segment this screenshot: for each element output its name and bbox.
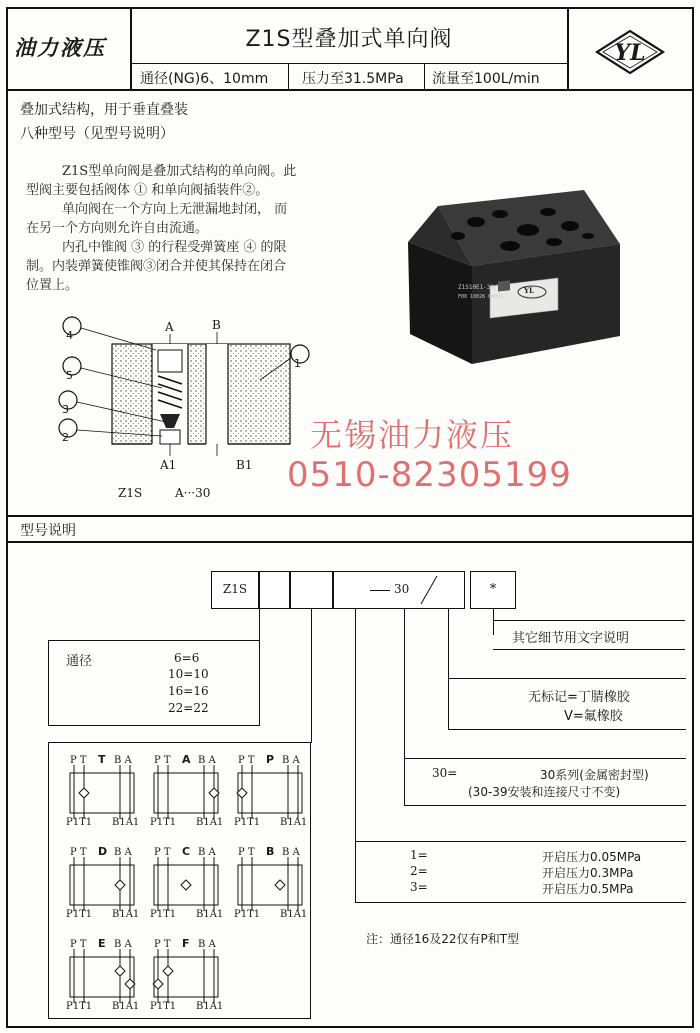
pressure-key-0: 1= <box>410 848 428 862</box>
symbol-C-br: B1A1 <box>196 909 224 920</box>
symbol-B-br: B1A1 <box>280 909 308 920</box>
code-box-3 <box>290 571 333 609</box>
symbol-B-top: P T <box>238 847 255 858</box>
page-title: Z1S型叠加式单向阀 <box>245 27 453 52</box>
symbol-E-top: P T <box>70 939 87 950</box>
callout-2: 2 <box>62 431 69 444</box>
drawing-caption-series: A···30 <box>175 486 211 500</box>
pressure-value-1: 开启压力0.3MPa <box>542 866 634 880</box>
bore-option-3: 22=22 <box>168 701 209 715</box>
symbol-A <box>146 755 230 833</box>
symbol-P-right: B A <box>282 755 300 766</box>
series-desc-2: (30-39安装和连接尺寸不变) <box>468 785 621 799</box>
symbol-C-type: C <box>182 845 191 858</box>
bore-option-2: 16=16 <box>168 684 209 698</box>
symbol-A-type: A <box>182 753 191 766</box>
photo-plate-text-2: F00 10026 00001 <box>458 294 504 300</box>
symbol-A-br: B1A1 <box>196 817 224 828</box>
symbol-C <box>146 847 230 925</box>
bore-label: 通径 <box>66 654 93 669</box>
seal-none: 无标记=丁腈橡胶 <box>528 690 630 705</box>
symbol-D-top: P T <box>70 847 87 858</box>
spec-flow: 流量至100L/min <box>432 71 540 87</box>
symbol-D-type: D <box>98 845 108 858</box>
symbol-P <box>230 755 314 833</box>
para3-a: 内孔中锥阀 ③ 的行程受弹簧座 ④ 的限 <box>62 240 287 255</box>
photo-logo-text: YL <box>524 286 534 295</box>
seal-v: V=氟橡胶 <box>564 709 623 724</box>
watermark-company: 无锡油力液压 <box>310 416 515 454</box>
callout-5: 5 <box>66 369 73 382</box>
symbol-E-bl: P1T1 <box>66 1001 93 1012</box>
connector-bore <box>259 609 260 641</box>
symbol-D-right: B A <box>114 847 132 858</box>
pressure-value-0: 开启压力0.05MPa <box>542 850 642 864</box>
note: 注：通径16及22仅有P和T型 <box>366 932 520 946</box>
model-section-title: 型号说明 <box>20 523 76 539</box>
logo-text: YL <box>614 40 646 66</box>
symbol-D <box>62 847 146 925</box>
photo-plate-text: Z1S10E1-30/ <box>458 284 498 291</box>
code-series-dash <box>370 590 390 591</box>
symbol-T-bl: P1T1 <box>66 817 93 828</box>
port-A1-label: A1 <box>160 458 177 472</box>
intro-line-2: 八种型号（见型号说明） <box>20 126 174 142</box>
symbol-C-top: P T <box>154 847 171 858</box>
pressure-value-2: 开启压力0.5MPa <box>542 882 634 896</box>
connector-series <box>404 609 405 759</box>
symbol-F-br: B1A1 <box>196 1001 224 1012</box>
symbol-A-top: P T <box>154 755 171 766</box>
para2-b: 在另一个方向则允许自由流通。 <box>26 221 209 236</box>
symbol-E <box>62 939 146 1017</box>
header-mid-rule <box>130 63 568 64</box>
symbol-B-type: B <box>266 845 275 858</box>
symbol-B <box>230 847 314 925</box>
series-key: 30= <box>432 766 458 780</box>
series-desc-1: 30系列(金属密封型) <box>540 768 649 782</box>
port-A-label: A <box>165 320 174 334</box>
symbol-P-type: P <box>266 753 275 766</box>
connector-box4 <box>355 609 356 841</box>
symbol-T <box>62 755 146 833</box>
symbol-B-bl: P1T1 <box>234 909 261 920</box>
connector-box3 <box>448 609 449 679</box>
para3-b: 制。内装弹簧使锥阀③闭合并使其保持在闭合 <box>26 259 287 274</box>
callout-3: 3 <box>62 403 69 416</box>
code-prefix: Z1S <box>222 582 248 596</box>
symbol-F <box>146 939 230 1017</box>
symbol-A-right: B A <box>198 755 216 766</box>
spec-divider-2 <box>424 63 425 90</box>
symbol-T-type: T <box>98 753 106 766</box>
symbol-C-bl: P1T1 <box>150 909 177 920</box>
symbol-P-top: P T <box>238 755 255 766</box>
symbol-T-br: B1A1 <box>112 817 140 828</box>
code-star: * <box>489 582 497 597</box>
symbol-P-bl: P1T1 <box>234 817 261 828</box>
symbol-T-right: B A <box>114 755 132 766</box>
intro-line-1: 叠加式结构，用于垂直叠装 <box>20 102 188 118</box>
symbol-grid <box>62 755 312 1015</box>
bore-option-0: 6=6 <box>174 651 200 665</box>
bore-option-1: 10=10 <box>168 667 209 681</box>
para2-a: 单向阀在一个方向上无泄漏地封闭， 而 <box>62 202 288 217</box>
model-section-title-rule <box>6 541 694 543</box>
callout-4: 4 <box>66 329 73 342</box>
symbol-P-br: B1A1 <box>280 817 308 828</box>
header-bottom-rule <box>6 89 694 91</box>
symbol-F-right: B A <box>198 939 216 950</box>
symbol-E-type: E <box>98 937 106 950</box>
connector-symbol <box>311 609 312 743</box>
symbol-A-bl: P1T1 <box>150 817 177 828</box>
symbol-T-top: P T <box>70 755 87 766</box>
symbol-C-right: B A <box>198 847 216 858</box>
symbol-F-bl: P1T1 <box>150 1001 177 1012</box>
symbol-E-br: B1A1 <box>112 1001 140 1012</box>
spec-bore: 通径(NG)6、10mm <box>140 71 269 87</box>
code-series: 30 <box>394 582 410 596</box>
code-slash <box>417 574 441 606</box>
code-box-2 <box>259 571 290 609</box>
description <box>26 162 296 295</box>
port-B1-label: B1 <box>236 458 253 472</box>
para3-c: 位置上。 <box>26 278 79 293</box>
logo <box>594 28 666 76</box>
pressure-key-1: 2= <box>410 864 428 878</box>
brand-name: 油力液压 <box>14 35 106 60</box>
product-photo <box>398 184 638 374</box>
callout-1: 1 <box>294 357 301 370</box>
symbol-B-right: B A <box>282 847 300 858</box>
symbol-D-br: B1A1 <box>112 909 140 920</box>
model-section-top-rule <box>6 515 694 517</box>
spec-pressure: 压力至31.5MPa <box>302 71 404 87</box>
symbol-D-bl: P1T1 <box>66 909 93 920</box>
pressure-key-2: 3= <box>410 880 428 894</box>
drawing-caption-model: Z1S <box>118 486 143 500</box>
para1-b: 型阀主要包括阀体 ① 和单向阀插装件②。 <box>26 183 269 198</box>
other-details-label: 其它细节用文字说明 <box>512 631 630 646</box>
para1-a: Z1S型单向阀是叠加式结构的单向阀。此 <box>62 164 297 179</box>
spec-divider-1 <box>288 63 289 90</box>
watermark-phone: 0510-82305199 <box>287 455 572 495</box>
symbol-F-type: F <box>182 937 190 950</box>
port-B-label: B <box>212 318 221 332</box>
symbol-F-top: P T <box>154 939 171 950</box>
symbol-E-right: B A <box>114 939 132 950</box>
